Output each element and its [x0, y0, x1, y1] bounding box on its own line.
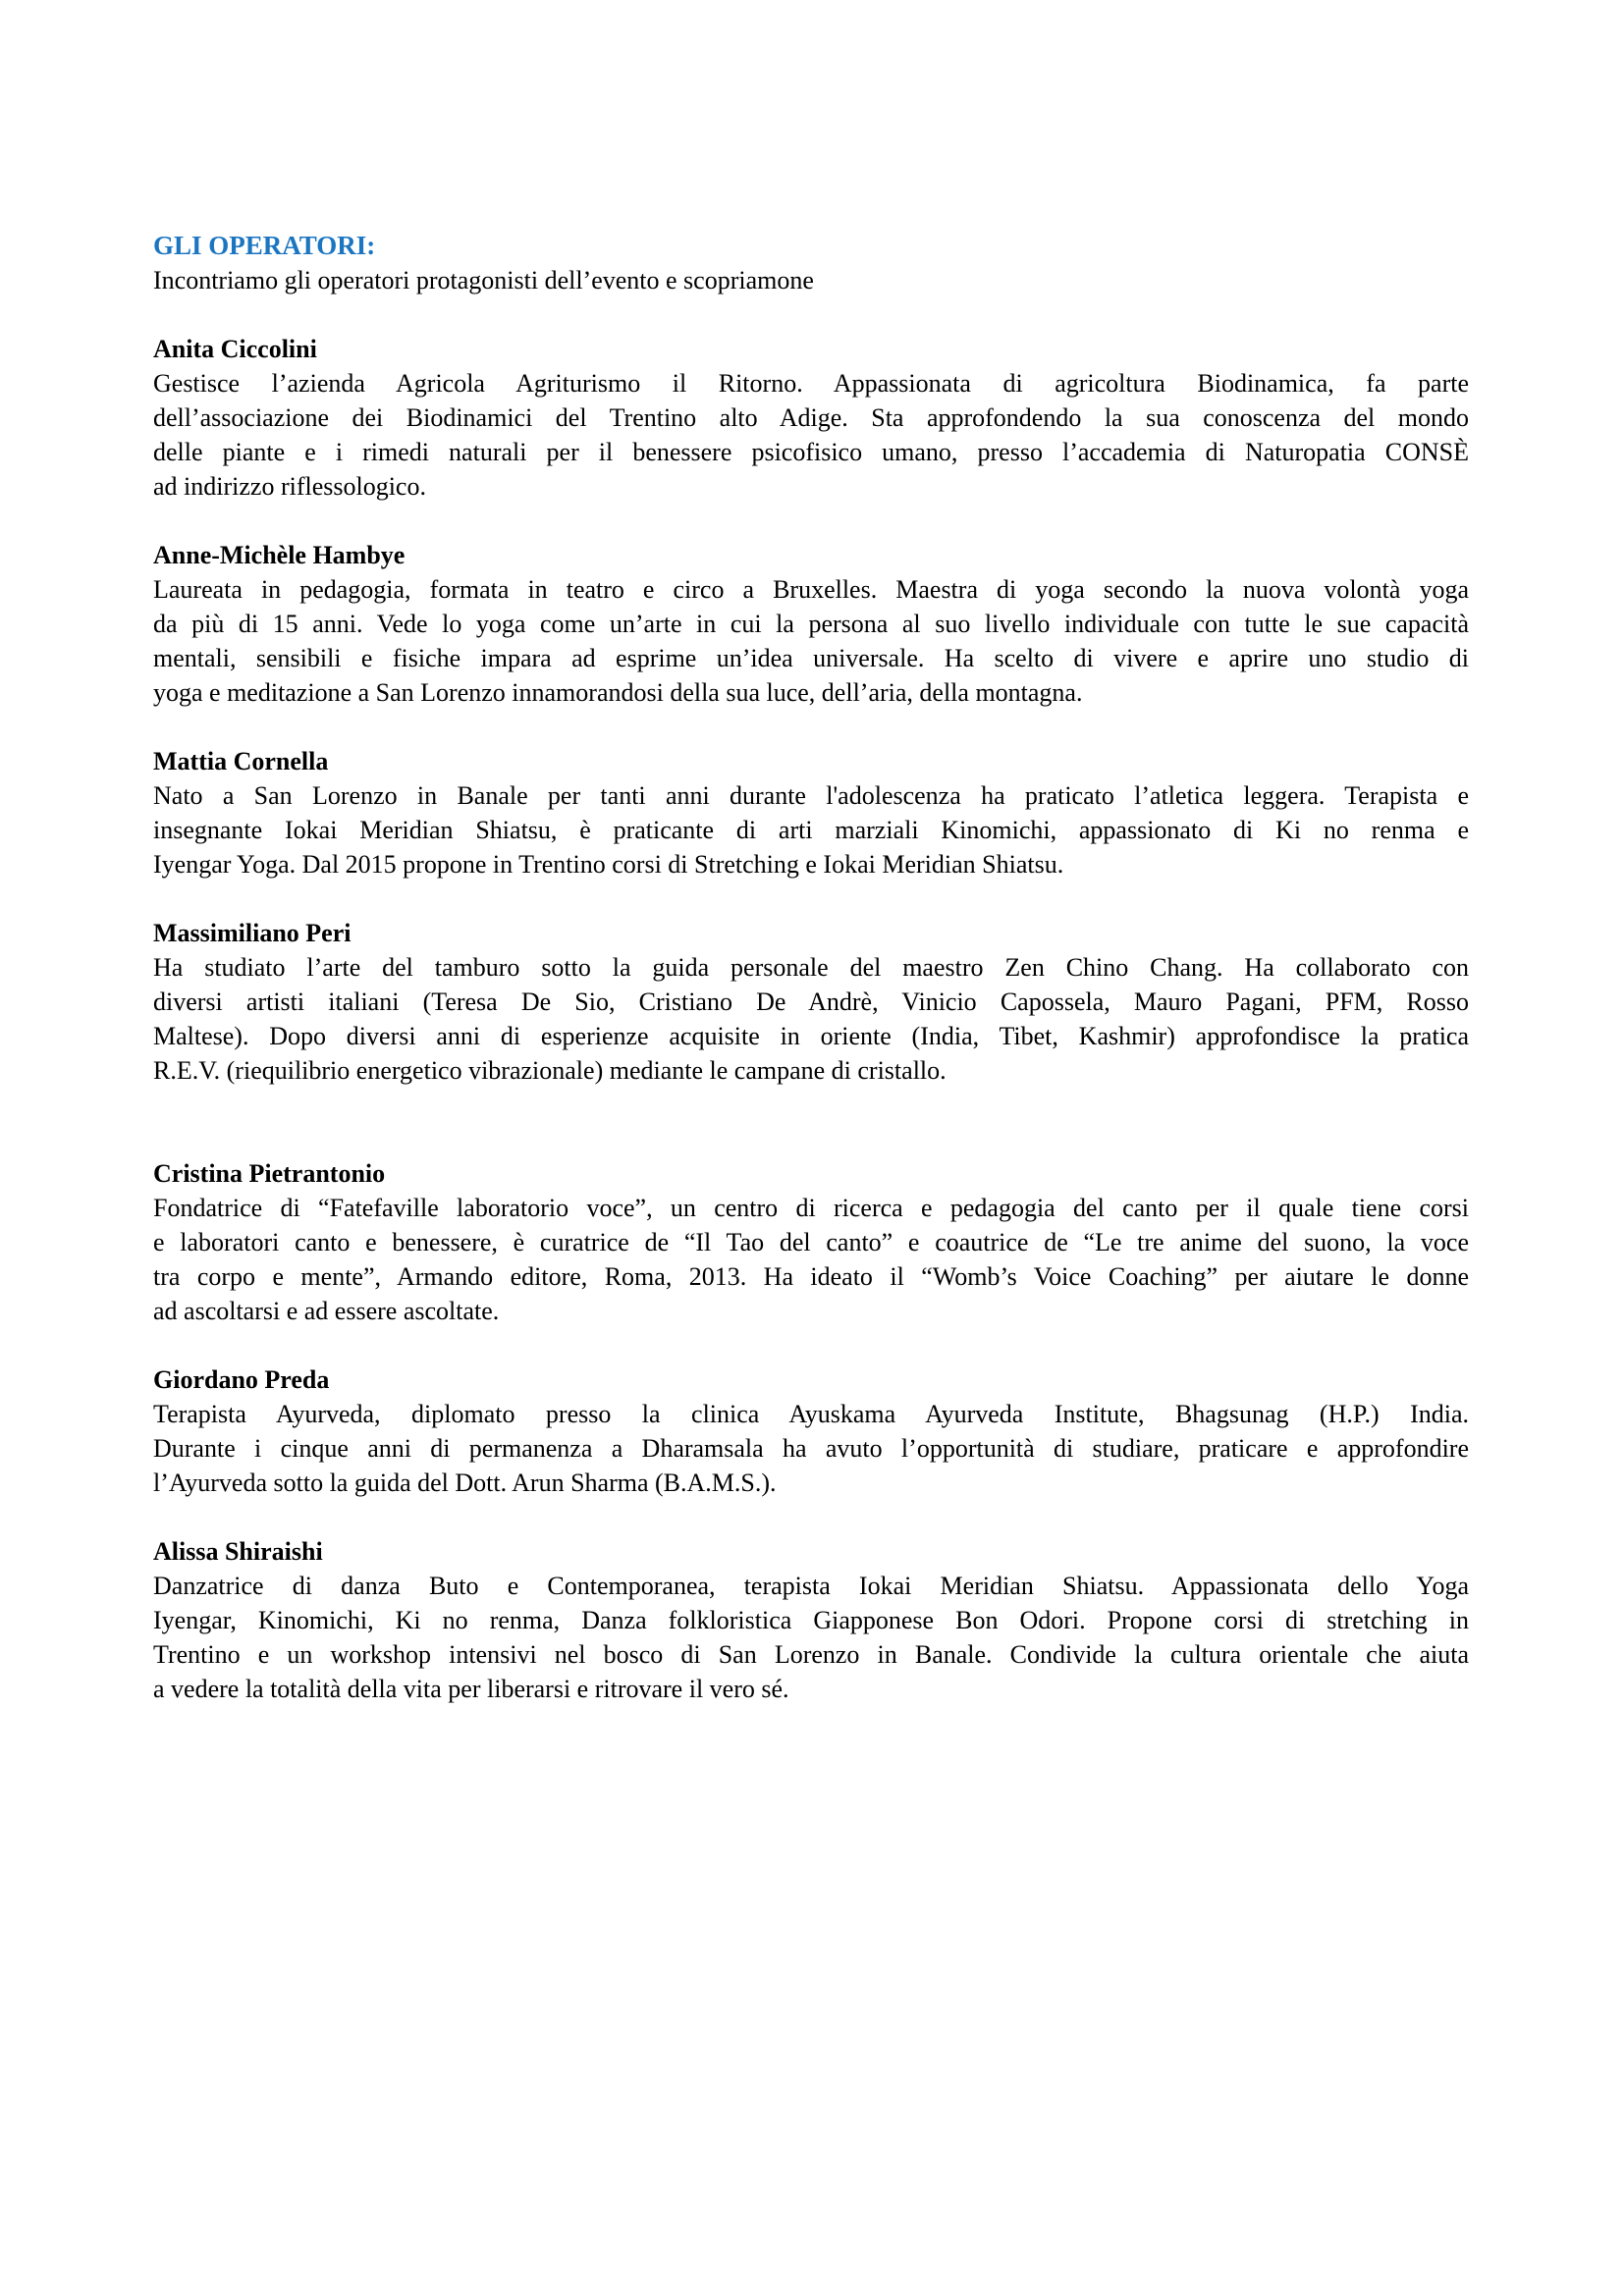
operator-section — [153, 1534, 1469, 1706]
operator-bio — [153, 950, 1469, 1088]
bio-line: tra corpo e mente”, Armando editore, Roma, 2013. Ha ideato il “Womb’s Voice Coaching” per aiutare le donne — [153, 1262, 1469, 1291]
bio-line: Maltese). Dopo diversi anni di esperienze acquisite in oriente (India, Tibet, Kashmir) approfondisce la pratica — [153, 1022, 1469, 1050]
bio-line: Gestisce l’azienda Agricola Agriturismo il Ritorno. Appassionata di agricoltura Biodinamica, fa parte — [153, 369, 1469, 398]
bio-line: ad ascoltarsi e ad essere ascoltate. — [153, 1297, 500, 1325]
operator-bio — [153, 778, 1469, 881]
bio-line: e laboratori canto e benessere, è curatrice de “Il Tao del canto” e coautrice de “Le tre anime del suono, la voce — [153, 1228, 1469, 1256]
bio-line: delle piante e i rimedi naturali per il benessere psicofisico umano, presso l’accademia di Naturopatia CONSÈ — [153, 438, 1469, 466]
bio-line: Ha studiato l’arte del tamburo sotto la guida personale del maestro Zen Chino Chang. Ha collaborato con — [153, 953, 1469, 982]
bio-line: da più di 15 anni. Vede lo yoga come un’arte in cui la persona al suo livello individuale con tutte le sue capacità — [153, 610, 1469, 638]
document-content — [153, 229, 1469, 1706]
bio-line: Terapista Ayurveda, diplomato presso la clinica Ayuskama Ayurveda Institute, Bhagsunag (H.P.) India. — [153, 1400, 1469, 1428]
bio-line: mentali, sensibili e fisiche impara ad esprime un’idea universale. Ha scelto di vivere e aprire uno studio di — [153, 644, 1469, 672]
operator-section — [153, 538, 1469, 710]
bio-line: Nato a San Lorenzo in Banale per tanti anni durante l'adolescenza ha praticato l’atletica leggera. Terapista e — [153, 781, 1469, 810]
page-subtitle: Incontriamo gli operatori protagonisti dell’evento e scopriamone — [153, 266, 814, 294]
operator-section — [153, 916, 1469, 1088]
operator-name: Cristina Pietrantonio — [153, 1159, 386, 1188]
bio-line: a vedere la totalità della vita per liberarsi e ritrovare il vero sé. — [153, 1675, 789, 1703]
operator-bio — [153, 1191, 1469, 1328]
operator-bio — [153, 366, 1469, 504]
operator-section — [153, 332, 1469, 504]
operator-bio — [153, 1569, 1469, 1706]
bio-line: l’Ayurveda sotto la guida del Dott. Arun Sharma (B.A.M.S.). — [153, 1468, 777, 1497]
page-title: GLI OPERATORI: — [153, 231, 376, 260]
bio-line: insegnante Iokai Meridian Shiatsu, è praticante di arti marziali Kinomichi, appassionato di Ki no renma e — [153, 816, 1469, 844]
operator-name: Anne-Michèle Hambye — [153, 541, 406, 569]
operator-name: Alissa Shiraishi — [153, 1537, 323, 1566]
bio-line: diversi artisti italiani (Teresa De Sio, Cristiano De Andrè, Vinicio Capossela, Mauro Pagani, PFM, Rosso — [153, 988, 1469, 1016]
bio-line: Trentino e un workshop intensivi nel bosco di San Lorenzo in Banale. Condivide la cultura orientale che aiuta — [153, 1640, 1469, 1669]
bio-line: Durante i cinque anni di permanenza a Dharamsala ha avuto l’opportunità di studiare, praticare e approfondire — [153, 1434, 1469, 1463]
operator-name: Giordano Preda — [153, 1365, 330, 1394]
operator-name: Mattia Cornella — [153, 747, 329, 775]
bio-line: Iyengar, Kinomichi, Ki no renma, Danza folkloristica Giapponese Bon Odori. Propone corsi di stretching in — [153, 1606, 1469, 1634]
bio-line: Danzatrice di danza Buto e Contemporanea, terapista Iokai Meridian Shiatsu. Appassionata dello Yoga — [153, 1572, 1469, 1600]
bio-line: Fondatrice di “Fatefaville laboratorio voce”, un centro di ricerca e pedagogia del canto per il quale tiene corsi — [153, 1194, 1469, 1222]
bio-line: Iyengar Yoga. Dal 2015 propone in Trentino corsi di Stretching e Iokai Meridian Shiatsu. — [153, 850, 1064, 879]
operator-section — [153, 1362, 1469, 1500]
bio-line: ad indirizzo riflessologico. — [153, 472, 426, 501]
bio-line: yoga e meditazione a San Lorenzo innamorandosi della sua luce, dell’aria, della montagna. — [153, 678, 1083, 707]
bio-line: R.E.V. (riequilibrio energetico vibrazionale) mediante le campane di cristallo. — [153, 1056, 947, 1085]
operator-name: Massimiliano Peri — [153, 919, 352, 947]
operator-name: Anita Ciccolini — [153, 335, 317, 363]
operator-section — [153, 1156, 1469, 1328]
operator-bio — [153, 1397, 1469, 1500]
bio-line: dell’associazione dei Biodinamici del Trentino alto Adige. Sta approfondendo la sua conoscenza del mondo — [153, 403, 1469, 432]
operators-list — [153, 332, 1469, 1706]
bio-line: Laureata in pedagogia, formata in teatro e circo a Bruxelles. Maestra di yoga secondo la nuova volontà yoga — [153, 575, 1469, 604]
operator-section — [153, 744, 1469, 881]
operator-bio — [153, 572, 1469, 710]
